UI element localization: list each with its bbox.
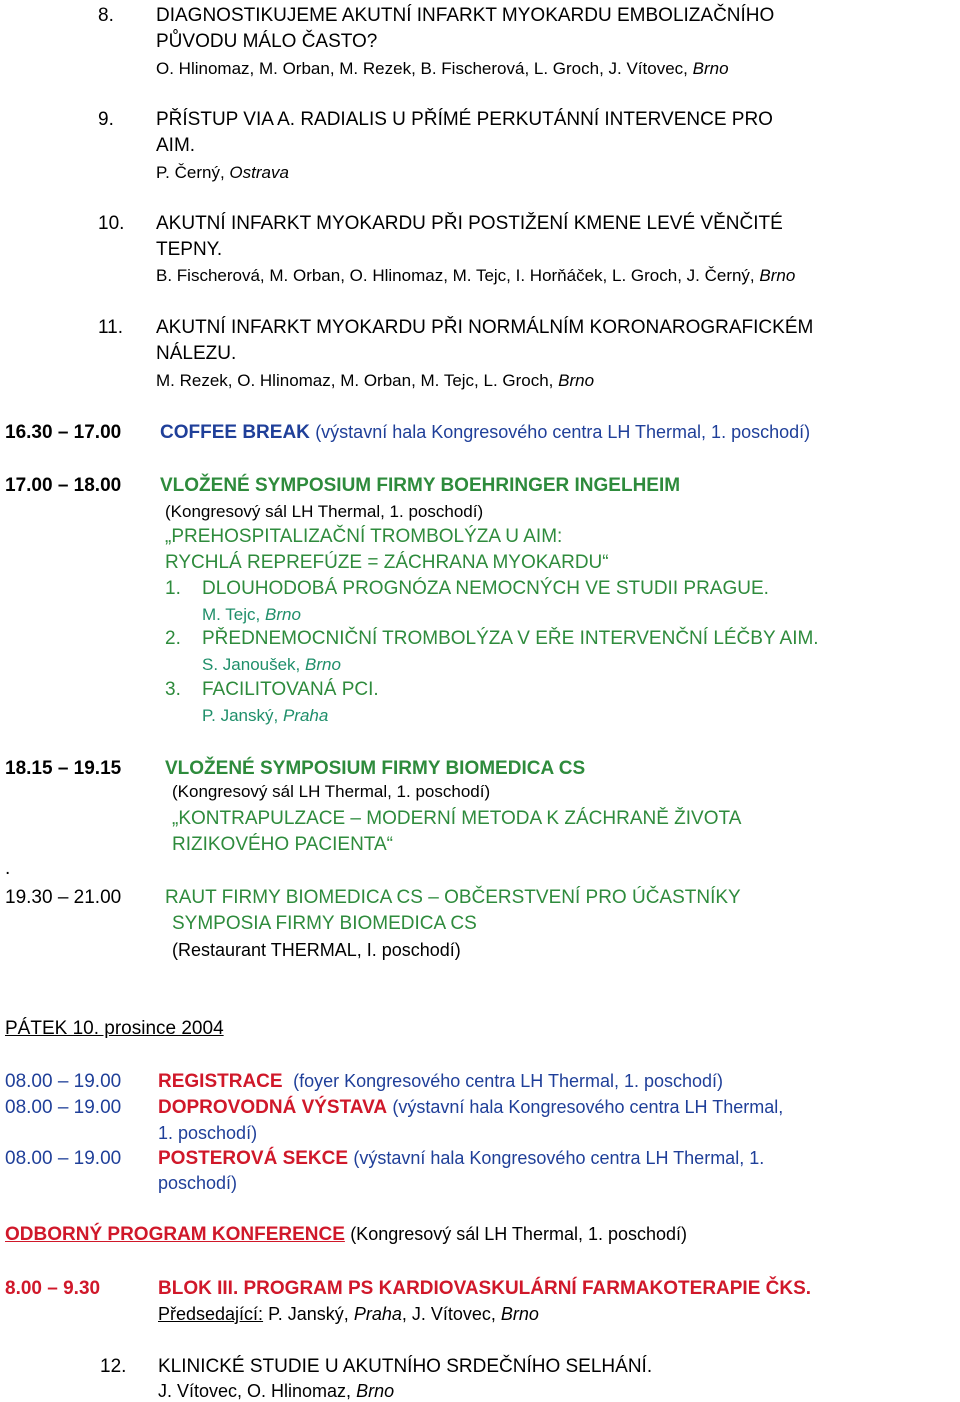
symposium-subtitle-line1: „PREHOSPITALIZAČNÍ TROMBOLÝZA U AIM: [165, 526, 563, 547]
blok-chairs: Předsedající: P. Janský, Praha, J. Vítovec, Brno [158, 1304, 539, 1324]
talk-number: 11. [98, 317, 124, 338]
blok-time: 8.00 – 9.30 [5, 1278, 101, 1299]
entry-time: 08.00 – 19.00 [5, 1097, 122, 1118]
talk-title-line1: AKUTNÍ INFARKT MYOKARDU PŘI POSTIŽENÍ KMENE LEVÉ VĚNČITÉ [156, 213, 783, 234]
coffee-time: 16.30 – 17.00 [5, 422, 122, 443]
raut-title-line2: SYMPOSIA FIRMY BIOMEDICA CS [172, 913, 477, 934]
talk-authors: J. Vítovec, O. Hlinomaz, Brno [158, 1381, 395, 1401]
symposium-title: VLOŽENÉ SYMPOSIUM FIRMY BOEHRINGER INGELHEIM [160, 475, 681, 496]
talk-title-line1: AKUTNÍ INFARKT MYOKARDU PŘI NORMÁLNÍM KORONAROGRAFICKÉM [156, 317, 814, 338]
talk-title-line2: NÁLEZU. [156, 343, 237, 364]
symposium-place: (Kongresový sál LH Thermal, 1. poschodí) [165, 502, 484, 521]
talk-number: 10. [98, 213, 125, 234]
symposium-item-author: M. Tejc, Brno [202, 605, 301, 624]
raut-title-line1: RAUT FIRMY BIOMEDICA CS – OBČERSTVENÍ PRO ÚČASTNÍKY [165, 887, 741, 908]
symposium-time: 17.00 – 18.00 [5, 475, 122, 496]
symposium-title: VLOŽENÉ SYMPOSIUM FIRMY BIOMEDICA CS [165, 758, 586, 779]
symposium-item-author: P. Janský, Praha [202, 706, 329, 725]
talk-title-line1: PŘÍSTUP VIA A. RADIALIS U PŘÍMÉ PERKUTÁNNÍ INTERVENCE PRO [156, 109, 773, 130]
talk-number: 12. [100, 1356, 127, 1377]
entry-time: 08.00 – 19.00 [5, 1148, 122, 1169]
raut-time: 19.30 – 21.00 [5, 887, 122, 908]
talk-authors: B. Fischerová, M. Orban, O. Hlinomaz, M. Tejc, I. Horňáček, L. Groch, J. Černý, Brno [156, 266, 796, 285]
talk-title-line1: DIAGNOSTIKUJEME AKUTNÍ INFARKT MYOKARDU EMBOLIZAČNÍHO [156, 5, 775, 26]
talk-title-line2: PŮVODU MÁLO ČASTO? [156, 31, 378, 52]
stray-dot: . [5, 858, 11, 879]
entry-line: REGISTRACE (foyer Kongresového centra LH Thermal, 1. poschodí) [158, 1071, 724, 1092]
symposium-item-title: PŘEDNEMOCNIČNÍ TROMBOLÝZA V EŘE INTERVENČNÍ LÉČBY AIM. [202, 628, 819, 649]
talk-authors: M. Rezek, O. Hlinomaz, M. Orban, M. Tejc, L. Groch, Brno [156, 371, 595, 390]
program-line [5, 1224, 687, 1246]
raut-place: (Restaurant THERMAL, I. poschodí) [172, 940, 461, 960]
symposium-subtitle-line2: RIZIKOVÉHO PACIENTA“ [172, 834, 393, 855]
symposium-subtitle-line2: RYCHLÁ REPREFÚZE = ZÁCHRANA MYOKARDU“ [165, 552, 609, 573]
blok-title: BLOK III. PROGRAM PS KARDIOVASKULÁRNÍ FARMAKOTERAPIE ČKS. [158, 1278, 812, 1299]
entry-line: POSTEROVÁ SEKCE (výstavní hala Kongresového centra LH Thermal, 1. [158, 1148, 765, 1169]
talk-number: 9. [98, 109, 114, 130]
program-place: (Kongresový sál LH Thermal, 1. poschodí) [350, 1224, 688, 1244]
program-title: ODBORNÝ PROGRAM KONFERENCE [5, 1224, 345, 1245]
symposium-subtitle-line1: „KONTRAPULZACE – MODERNÍ METODA K ZÁCHRANĚ ŽIVOTA [172, 808, 742, 829]
talk-authors: P. Černý, Ostrava [156, 163, 289, 182]
talk-title-line2: TEPNY. [156, 239, 223, 260]
symposium-item-number: 1. [165, 578, 181, 599]
symposium-place: (Kongresový sál LH Thermal, 1. poschodí) [172, 782, 491, 801]
entry-line: DOPROVODNÁ VÝSTAVA (výstavní hala Kongresového centra LH Thermal, [158, 1097, 784, 1118]
coffee-line: COFFEE BREAK (výstavní hala Kongresového centra LH Thermal, 1. poschodí) [160, 422, 811, 443]
talk-authors: O. Hlinomaz, M. Orban, M. Rezek, B. Fischerová, L. Groch, J. Vítovec, Brno [156, 59, 729, 78]
symposium-item-title: FACILITOVANÁ PCI. [202, 679, 379, 700]
talk-title: KLINICKÉ STUDIE U AKUTNÍHO SRDEČNÍHO SELHÁNÍ. [158, 1356, 653, 1377]
day-heading: PÁTEK 10. prosince 2004 [5, 1018, 224, 1039]
symposium-item-author: S. Janoušek, Brno [202, 655, 341, 674]
entry-place-cont: 1. poschodí) [158, 1123, 258, 1143]
talk-title-line2: AIM. [156, 135, 196, 156]
symposium-item-number: 2. [165, 628, 181, 649]
symposium-item-title: DLOUHODOBÁ PROGNÓZA NEMOCNÝCH VE STUDII PRAGUE. [202, 578, 769, 599]
entry-place-cont: poschodí) [158, 1173, 238, 1193]
symposium-item-number: 3. [165, 679, 181, 700]
symposium-time: 18.15 – 19.15 [5, 758, 122, 779]
entry-time: 08.00 – 19.00 [5, 1071, 122, 1092]
talk-number: 8. [98, 5, 114, 26]
